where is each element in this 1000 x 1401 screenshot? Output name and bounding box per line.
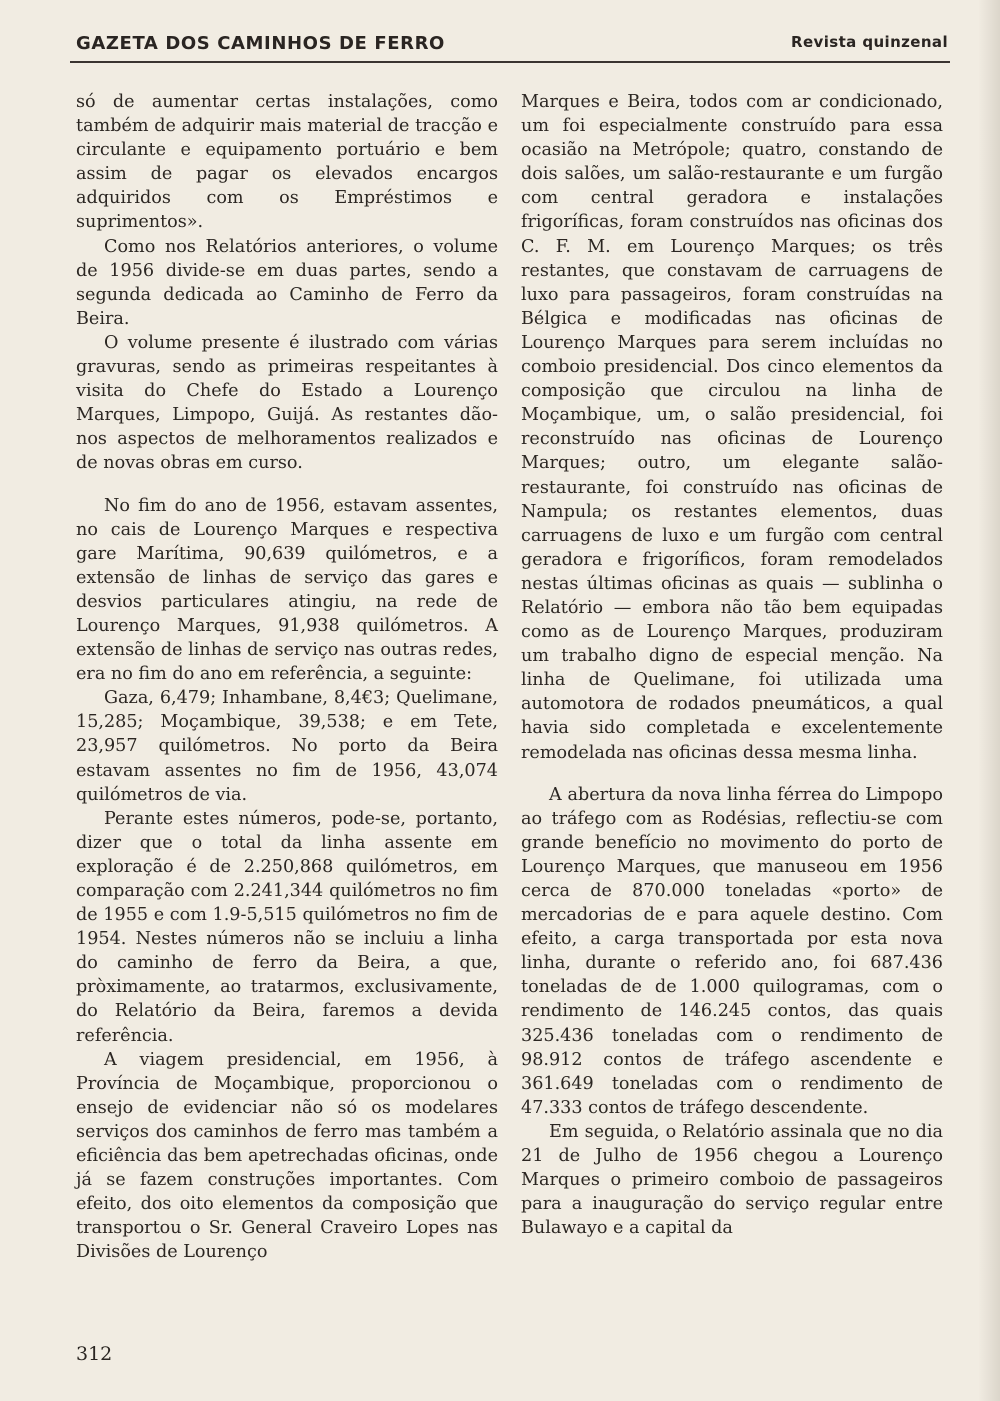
header-rule: [70, 61, 950, 63]
journal-subtitle: Revista quinzenal: [791, 33, 948, 51]
journal-title: GAZETA DOS CAMINHOS DE FERRO: [76, 33, 445, 54]
paragraph: A viagem presidencial, em 1956, à Província de Moçambique, proporcionou o ensejo de evidenciar não só os modelares serviços dos caminhos de ferro mas também a eficiência das bem apetrechadas oficinas, onde já se fazem construções importantes. Com efeito, dos oito elementos da composição que transportou o Sr. General Craveiro Lopes nas Divisões de Lourenço: [76, 1049, 498, 1263]
paragraph: Como nos Relatórios anteriores, o volume de 1956 divide-se em duas partes, sendo a segunda dedicada ao Caminho de Ferro da Beira.: [76, 236, 498, 329]
right-column: [521, 90, 943, 1240]
page-number: 312: [76, 1343, 113, 1365]
paragraph: Gaza, 6,479; Inhambane, 8,4€3; Quelimane, 15,285; Moçambique, 39,538; e em Tete, 23,957 quilómetros. No porto da Beira estavam assentes no fim de 1956, 43,074 quilómetros de via.: [76, 688, 498, 805]
left-column: [76, 90, 498, 1265]
paragraph: No fim do ano de 1956, estavam assentes, no cais de Lourenço Marques e respectiva gare Marítima, 90,639 quilómetros, e a extensão de linhas de serviço das gares e desvios particulares atingiu, na rede de Lourenço Marques, 91,938 quilómetros. A extensão de linhas de serviço nas outras redes, era no fim do ano em referência, a seguinte:: [76, 495, 498, 685]
paragraph: O volume presente é ilustrado com várias gravuras, sendo as primeiras respeitantes à visita do Chefe do Estado a Lourenço Marques, Limpopo, Guijá. As restantes dão-nos aspectos de melhoramentos realizados e de novas obras em curso.: [76, 332, 498, 474]
paragraph: A abertura da nova linha férrea do Limpopo ao tráfego com as Rodésias, reflectiu-se com grande benefício no movimento do porto de Lourenço Marques, que manuseou em 1956 cerca de 870.000 toneladas «porto» de mercadorias de e para aquele destino. Com efeito, a carga transportada por esta nova linha, durante o referido ano, foi 687.436 toneladas de de 1.000 quilogramas, com o rendimento de 146.245 contos, das quais 325.436 toneladas com o rendimento de 98.912 contos de tráfego ascendente e 361.649 toneladas com o rendimento de 47.333 contos de tráfego descendente.: [521, 784, 943, 1118]
paragraph: só de aumentar certas instalações, como também de adquirir mais material de tracção e circulante e equipamento portuário e bem assim de pagar os elevados encargos adquiridos com os Empréstimos e suprimentos».: [76, 92, 498, 233]
page-edge-shadow: [978, 0, 1000, 1401]
running-header: [76, 30, 948, 60]
paragraph: Perante estes números, pode-se, portanto, dizer que o total da linha assente em exploração é de 2.250,868 quilómetros, em comparação com 2.241,344 quilómetros no fim de 1955 e com 1.9-5,515 quilómetros no fim de 1954. Nestes números não se incluiu a linha do caminho de ferro da Beira, a que, pròximamente, ao tratarmos, exclusivamente, do Relatório da Beira, faremos a devida referência.: [76, 808, 498, 1046]
paragraph: Marques e Beira, todos com ar condicionado, um foi especialmente construído para essa ocasião na Metrópole; quatro, constando de dois salões, um salão-restaurante e um furgão com central geradora e instalações frigoríficas, foram construídos nas oficinas dos C. F. M. em Lourenço Marques; os três restantes, que constavam de carruagens de luxo para passageiros, foram construídas na Bélgica e modificadas nas oficinas de Lourenço Marques para serem incluídas no comboio presidencial. Dos cinco elementos da composição que circulou na linha de Moçambique, um, o salão presidencial, foi reconstruído nas oficinas de Lourenço Marques; outro, um elegante salão-restaurante, foi construído nas oficinas de Nampula; os restantes elementos, duas carruagens de luxo e um furgão com central geradora e frigoríficos, foram remodelados nestas últimas oficinas as quais — sublinha o Relatório — embora não tão bem equipadas como as de Lourenço Marques, produziram um trabalho digno de especial menção. Na linha de Quelimane, foi utilizada uma automotora de rodados pneumáticos, a qual havia sido completada e excelentemente remodelada nas oficinas dessa mesma linha.: [521, 92, 943, 763]
paragraph: Em seguida, o Relatório assinala que no dia 21 de Julho de 1956 chegou a Lourenço Marques o primeiro comboio de passageiros para a inauguração do serviço regular entre Bulawayo e a capital da: [521, 1121, 943, 1239]
